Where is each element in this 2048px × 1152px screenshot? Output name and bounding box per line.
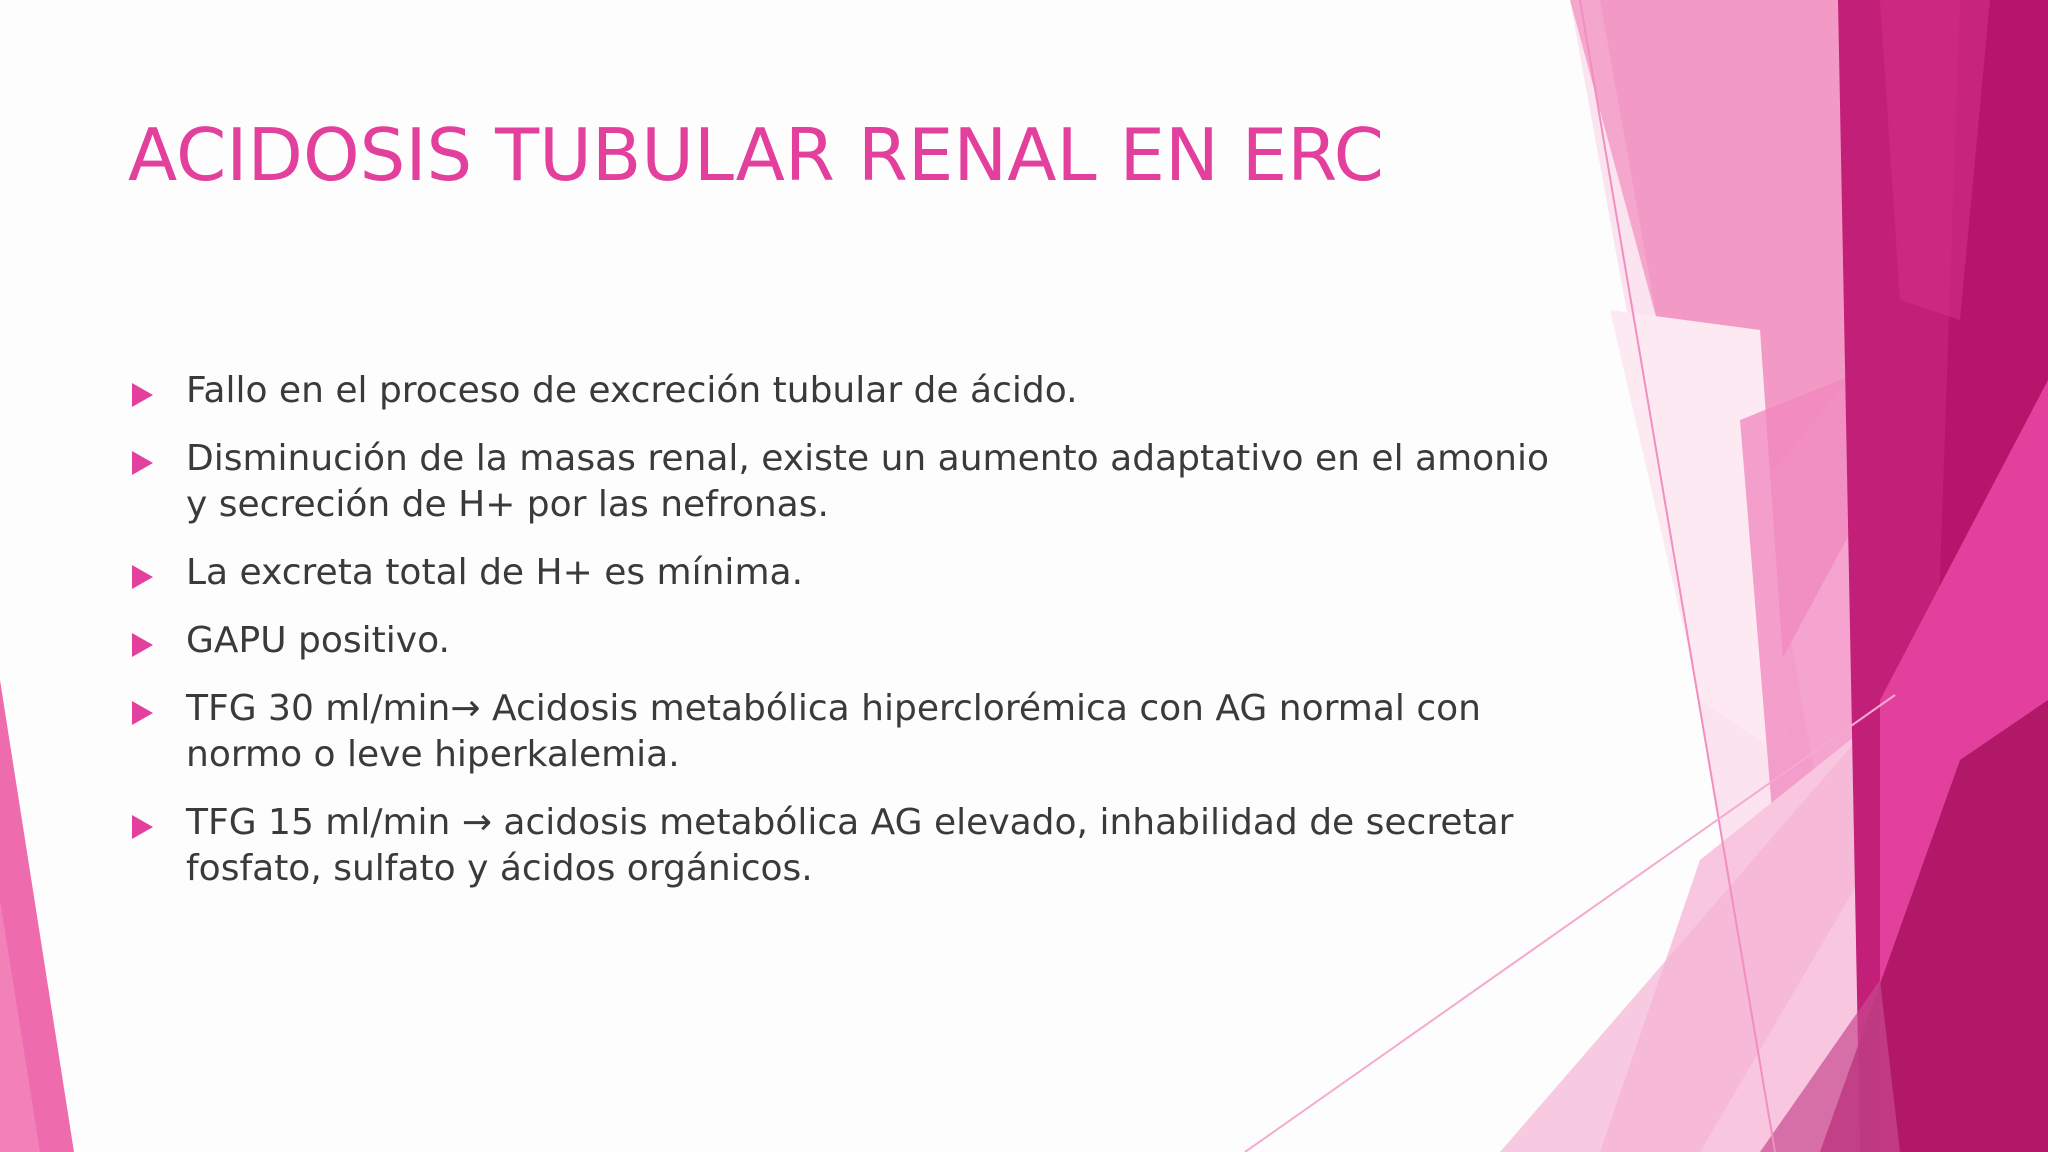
slide-title: ACIDOSIS TUBULAR RENAL EN ERC xyxy=(128,113,1384,197)
triangle-right-icon xyxy=(132,701,153,725)
bullet-text: GAPU positivo. xyxy=(186,620,450,661)
bullet-item xyxy=(130,618,1560,664)
triangle-right-icon xyxy=(132,565,153,589)
triangle-right-icon xyxy=(132,815,153,839)
bullet-item xyxy=(130,368,1560,414)
bullet-text: TFG 30 ml/min→ Acidosis metabólica hiperclorémica con AG normal con normo o leve hiperkalemia. xyxy=(186,688,1481,775)
bullet-text: Fallo en el proceso de excreción tubular de ácido. xyxy=(186,370,1078,411)
triangle-right-icon xyxy=(132,383,153,407)
bullet-item xyxy=(130,436,1560,528)
bullet-text: La excreta total de H+ es mínima. xyxy=(186,552,804,593)
bullet-item xyxy=(130,550,1560,596)
bullet-text: TFG 15 ml/min → acidosis metabólica AG elevado, inhabilidad de secretar fosfato, sulfato y ácidos orgánicos. xyxy=(186,802,1514,889)
triangle-right-icon xyxy=(132,633,153,657)
bullet-item xyxy=(130,686,1560,778)
bullet-item xyxy=(130,800,1560,892)
bullet-list xyxy=(130,368,1560,914)
bullet-text: Disminución de la masas renal, existe un aumento adaptativo en el amonio y secreción de H+ por las nefronas. xyxy=(186,438,1550,525)
triangle-right-icon xyxy=(132,451,153,475)
